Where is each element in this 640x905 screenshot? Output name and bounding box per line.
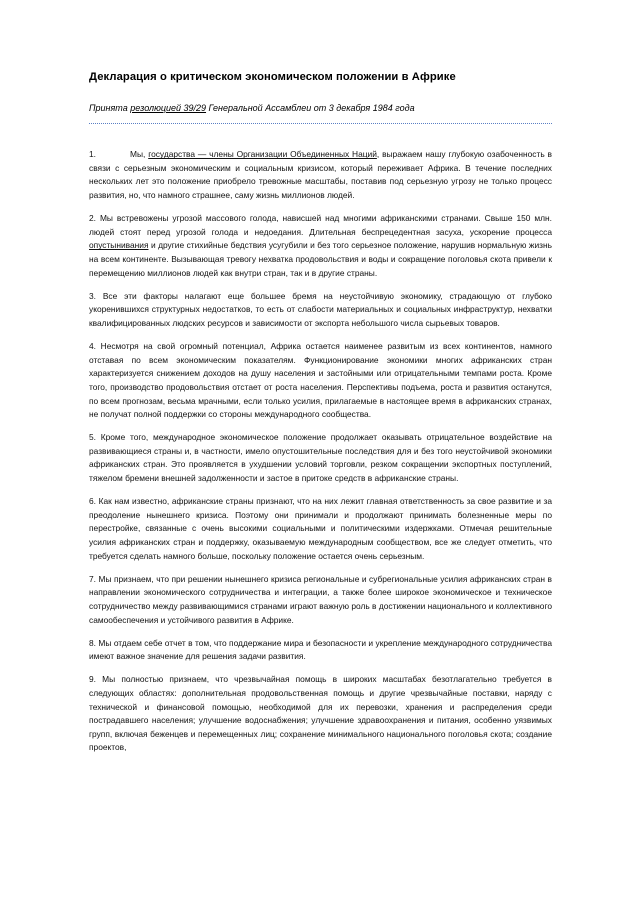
paragraph-body: , выражаем нашу глубокую озабоченность в связи с серьезным экономическим и социальным кризисом, который переживает Африка. В течение последних нескольких лет это положение приобрело тревожные масштабы, поставив под серьезную угрозу не только процесс развития, но, что намного страшнее, саму жизнь миллионов людей.	[89, 149, 553, 201]
paragraph-lead: Мы встревожены угрозой массового голода, нависшей над многими африканскими странами. Свыше 150 млн. людей стоят перед угрозой голода и недоедания. Длительная беспрецедентная засуха, ускорение процесса	[89, 213, 552, 237]
subtitle-suffix: Генеральной Ассамблеи от 3 декабря 1984 года	[206, 103, 415, 114]
paragraph-3	[89, 290, 552, 331]
paragraph-2	[89, 212, 552, 280]
document-subtitle	[89, 85, 552, 114]
paragraph-8	[89, 637, 552, 664]
paragraph-body: Все эти факторы налагают еще большее бремя на неустойчивую экономику, страдающую от глубоко укоренившихся структурных недостатков, то есть от слабости материальных и социальных инфраструктур, нехватки квалифицированных людских ресурсов и зависимости от экспорта небольшого числа сырьевых товаров.	[89, 290, 552, 328]
paragraph-body: Мы полностью признаем, что чрезвычайная помощь в широких масштабах безотлагательно требуется в следующих областях: дополнительная продовольственная помощь и другие чрезвычайные поставки, наряду с технической и финансовой помощью, необходимой для их перевозки, хранения и распределения среди пострадавшего населения; улучшение водоснабжения; улучшение здравоохранения и питания, особенно уязвимых групп, включая беженцев и перемещенных лиц; сохранение минимального национального поголовья скота; создание проектов,	[89, 674, 552, 753]
paragraph-body: Несмотря на свой огромный потенциал, Африка остается наименее развитым из всех континентов, намного отставая по всем экономическим показателям. Функционирование экономики многих африканских стран характеризуется снижением доходов на душу населения и застойными или отрицательными темпами роста. Кроме того, производство продовольствия отстает от роста населения. Перспективы подъема, роста и развития останутся, по всем прогнозам, весьма мрачными, если только усилия, прилагаемые в настоящее время в африканских странах, не получат полной поддержки со стороны международного сообщества.	[89, 341, 552, 420]
desertification-link[interactable]: опустынивания	[89, 240, 149, 251]
page-title: Декларация о критическом экономическом положении в Африке	[89, 71, 456, 83]
paragraph-body: Мы признаем, что при решении нынешнего кризиса региональные и субрегиональные усилия африканских стран в направлении экономического сотрудничества и интеграции, а также более широкое экономическое и техническое сотрудничество между развивающимися странами играют важную роль в достижении национального и коллективного самообеспечения и устойчивого развития в Африке.	[89, 573, 552, 625]
paragraph-number: 5.	[89, 432, 96, 443]
un-member-states-link[interactable]: государства — члены Организации Объединенных Наций	[148, 149, 377, 160]
resolution-link[interactable]: резолюцией 39/29	[130, 103, 207, 114]
document-content	[89, 0, 552, 755]
paragraph-number: 2.	[89, 213, 96, 224]
subtitle-prefix: Принята	[89, 103, 131, 114]
header-divider	[89, 123, 552, 124]
paragraph-body: Кроме того, международное экономическое положение продолжает оказывать отрицательное воздействие на развивающиеся страны и, в частности, имело опустошительные последствия для и без того неустойчивой экономики африканских стран. Это проявляется в ухудшении условий торговли, резком сокращении экспортных поступлений, тяжелом бремени внешней задолженности и застое в притоке средств в африканские страны.	[89, 432, 552, 484]
paragraph-6	[89, 495, 552, 563]
paragraph-9	[89, 673, 552, 755]
paragraph-number: 4.	[89, 341, 96, 352]
paragraph-5	[89, 431, 552, 485]
paragraph-number: 7.	[89, 573, 96, 584]
paragraph-4	[89, 340, 552, 422]
paragraph-number: 1.	[89, 149, 96, 160]
paragraph-body: Как нам известно, африканские страны признают, что на них лежит главная ответственность за свое развитие и за преодоление нынешнего кризиса. Поэтому они принимали и продолжают принимать болезненные меры по перестройке, связанные с очень высокими социальными и политическими издержками. Отмечая решительные усилия африканских стран и поддержку, оказываемую международным сообществом, все же следует отметить, что требуется сделать намного больше, поскольку положение остается очень серьезным.	[89, 496, 552, 561]
paragraph-number: 6.	[89, 496, 96, 507]
paragraph-7	[89, 573, 552, 627]
paragraph-number: 9.	[89, 674, 96, 685]
paragraph-body: Мы отдаем себе отчет в том, что поддержание мира и безопасности и укрепление международного сотрудничества имеют важное значение для решения задачи развития.	[89, 637, 552, 662]
paragraph-body: и другие стихийные бедствия усугубили и без того серьезное положение, нарушив нормальную жизнь на всем континенте. Вызывающая тревогу нехватка продовольствия и воды и сокращение поголовья скота привели к перемещению миллионов людей как внутри стран, так и в другие страны.	[89, 240, 552, 278]
paragraph-number: 3.	[89, 290, 96, 301]
paragraph-1	[89, 148, 552, 202]
paragraph-list	[89, 132, 552, 755]
paragraph-number: 8.	[89, 637, 96, 648]
paragraph-lead: Мы,	[130, 149, 149, 160]
